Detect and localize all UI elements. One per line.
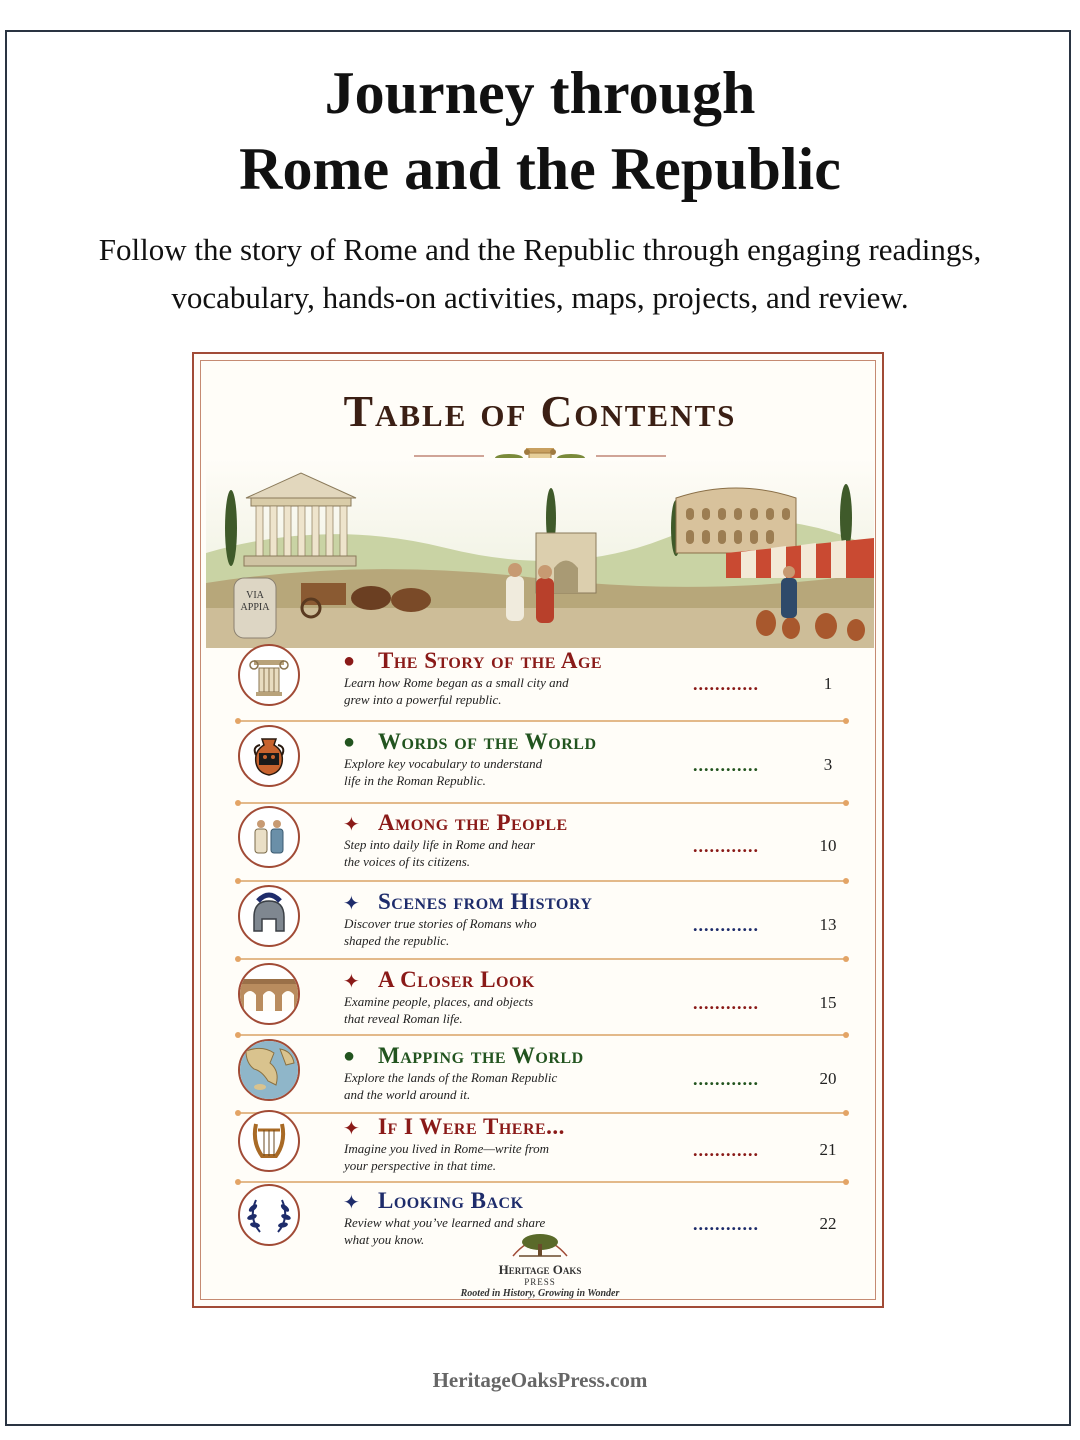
lyre-icon — [238, 1110, 300, 1172]
page-number: 20 — [819, 1069, 837, 1088]
logo-sub: PRESS — [524, 1277, 556, 1287]
entry-title: Looking Back — [378, 1188, 524, 1213]
sign-line-1: VIA — [246, 590, 264, 601]
entry-description: Step into daily life in Rome and hear the voices of its citizens. — [344, 837, 535, 869]
tagline: Rooted in History, Growing in Wonder — [460, 1288, 620, 1299]
leader-dots: ............ — [693, 1214, 759, 1234]
entry-description: Learn how Rome began as a small city and grew into a powerful republic. — [344, 675, 569, 707]
toc-entry-story-of-the-age[interactable] — [238, 644, 848, 724]
aqueduct-icon — [238, 963, 300, 1025]
toc-poster — [192, 352, 884, 1308]
leader-dots: ............ — [693, 1140, 759, 1160]
oak-tree-icon — [505, 1230, 575, 1258]
citizens-icon — [238, 806, 300, 868]
leader-dots: ............ — [693, 1069, 759, 1089]
bullet-marker: ✦ — [343, 1192, 360, 1214]
page-number: 1 — [823, 674, 833, 693]
page-number: 10 — [819, 836, 837, 855]
divider — [238, 720, 846, 722]
entry-title: Words of the World — [378, 729, 597, 754]
divider — [238, 880, 846, 882]
page-number: 22 — [819, 1214, 837, 1233]
toc-entry-mapping-the-world[interactable] — [238, 1039, 848, 1119]
page-number: 15 — [819, 993, 837, 1012]
divider — [238, 1181, 846, 1183]
amphora-icon — [238, 725, 300, 787]
leader-dots: ............ — [693, 674, 759, 694]
toc-entry-among-the-people[interactable] — [238, 806, 848, 886]
bullet-marker: ✦ — [343, 893, 360, 915]
entry-description: Examine people, places, and objects that reveal Roman life. — [344, 994, 534, 1026]
column-icon — [238, 644, 300, 706]
leader-dots: ............ — [693, 915, 759, 935]
entry-title: The Story of the Age — [378, 648, 603, 673]
page-subtitle — [0, 226, 1080, 322]
entry-title: Mapping the World — [378, 1043, 584, 1068]
divider — [238, 958, 846, 960]
roman-scene-illustration — [206, 458, 874, 648]
bullet-marker: ✦ — [343, 814, 360, 836]
entry-description: Explore the lands of the Roman Republic and the world around it. — [344, 1070, 558, 1102]
divider — [238, 802, 846, 804]
toc-entry-scenes-from-history[interactable] — [238, 885, 848, 965]
title-line-1: Journey through — [324, 60, 756, 126]
map-icon — [238, 1039, 300, 1101]
page-title — [0, 55, 1080, 207]
bullet-marker: ● — [343, 1045, 356, 1067]
footer-url[interactable]: HeritageOaksPress.com — [432, 1368, 648, 1392]
entry-title: If I Were There... — [378, 1114, 565, 1139]
bullet-marker: ● — [343, 731, 356, 753]
entry-title: Among the People — [378, 810, 568, 835]
toc-entry-a-closer-look[interactable] — [238, 963, 848, 1043]
helmet-icon — [238, 885, 300, 947]
page-number: 21 — [819, 1140, 837, 1159]
publisher-logo — [194, 1230, 886, 1287]
page-number: 13 — [819, 915, 837, 934]
entry-description: Explore key vocabulary to understand life in the Roman Republic. — [344, 756, 543, 788]
bullet-marker: ● — [343, 650, 356, 672]
title-line-2: Rome and the Republic — [239, 136, 841, 202]
toc-entry-if-i-were-there[interactable] — [238, 1110, 848, 1190]
toc-entry-words-of-the-world[interactable] — [238, 725, 848, 805]
toc-title: Table of Contents — [343, 387, 737, 436]
sign-line-2: APPIA — [240, 602, 270, 613]
entry-title: A Closer Look — [378, 967, 535, 992]
logo-name: Heritage Oaks — [498, 1262, 582, 1277]
leader-dots: ............ — [693, 993, 759, 1013]
entry-title: Scenes from History — [378, 889, 593, 914]
bullet-marker: ✦ — [343, 971, 360, 993]
entry-description: Review what you’ve learned and share what you know. — [344, 1215, 546, 1247]
divider — [238, 1034, 846, 1036]
leader-dots: ............ — [693, 755, 759, 775]
bullet-marker: ✦ — [343, 1118, 360, 1140]
leader-dots: ............ — [693, 836, 759, 856]
entry-description: Discover true stories of Romans who shaped the republic. — [344, 916, 537, 948]
subtitle-line-1: Follow the story of Rome and the Republic through engaging readings, — [98, 232, 982, 267]
page-number: 3 — [823, 755, 833, 774]
subtitle-line-2: vocabulary, hands-on activities, maps, projects, and review. — [171, 280, 909, 315]
entry-description: Imagine you lived in Rome—write from your perspective in that time. — [344, 1141, 549, 1173]
